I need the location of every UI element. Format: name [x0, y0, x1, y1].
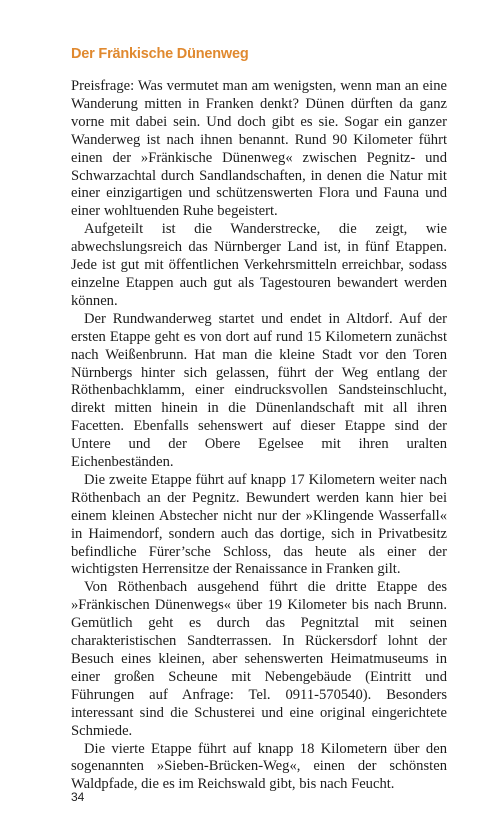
paragraph: Von Röthenbach ausgehend führt die dritte Etappe des »Fränkischen Dünenwegs« über 19 Kilometer bis nach Brunn. Gemütlich geht es durch das Pegnitztal mit seinen charakteristischen Sandterrassen. In Rückersdorf lohnt der Besuch eines kleinen, aber sehenswerten Heimatmuseums in einer großen Scheune mit Nebengebäude (Eintritt und Führungen auf Anfrage: Tel. 0911-570540). Besonders interessant sind die Schusterei und eine original eingerichtete Schmiede. — [71, 579, 447, 739]
paragraph: Die zweite Etappe führt auf knapp 17 Kilometern weiter nach Röthenbach an der Pegnitz. Bewundert werden kann hier bei einem kleinen Abstecher nicht nur der »Klingende Wasserfall« in Haimendorf, sondern auch das dortige, sich in Privatbesitz befindliche Fürer’sche Schloss, das heute als einer der wichtigsten Herrensitze der Renaissance in Franken gilt. — [71, 471, 447, 578]
paragraph: Aufgeteilt ist die Wanderstrecke, die zeigt, wie abwechslungsreich das Nürnberger Land ist, in fünf Etappen. Jede ist gut mit öffentlichen Verkehrsmitteln erreichbar, sodass einzelne Etappen auch gut als Tagestouren bewandert werden können. — [71, 221, 447, 309]
paragraph: Die vierte Etappe führt auf knapp 18 Kilometern über den sogenannten »Sieben-Brücken-Weg«, einen der schönsten Waldpfade, die es im Reichswald gibt, bis nach Feucht. — [71, 740, 447, 793]
body-text — [71, 78, 447, 794]
page-number: 34 — [71, 790, 85, 804]
section-title: Der Fränkische Dünenweg — [71, 46, 249, 62]
paragraph: Preisfrage: Was vermutet man am wenigsten, wenn man an eine Wanderung mitten in Franken denkt? Dünen dürften da ganz vorne mit dabei sein. Und doch gibt es sie. Sogar ein ganzer Wanderweg ist nach ihnen benannt. Rund 90 Kilometer führt einen der »Fränkische Dünenweg« zwischen Pegnitz- und Schwarzachtal durch Sandlandschaften, in denen die Natur mit einer einzigartigen und schützenswerten Flora und Fauna und einer wohltuenden Ruhe begeistert. — [71, 78, 447, 220]
paragraph: Der Rundwanderweg startet und endet in Altdorf. Auf der ersten Etappe geht es von dort auf rund 15 Kilometern zunächst nach Weißenbrunn. Hat man die kleine Stadt vor den Toren Nürnbergs hinter sich gelassen, führt der Weg entlang der Röthenbachklamm, einer eindrucksvollen Sandsteinschlucht, direkt mitten hinein in die Dünenlandschaft mit all ihren Facetten. Ebenfalls sehenswert auf dieser Etappe sind der Untere und der Obere Egelsee mit ihren uralten Eichenbeständen. — [71, 310, 447, 471]
